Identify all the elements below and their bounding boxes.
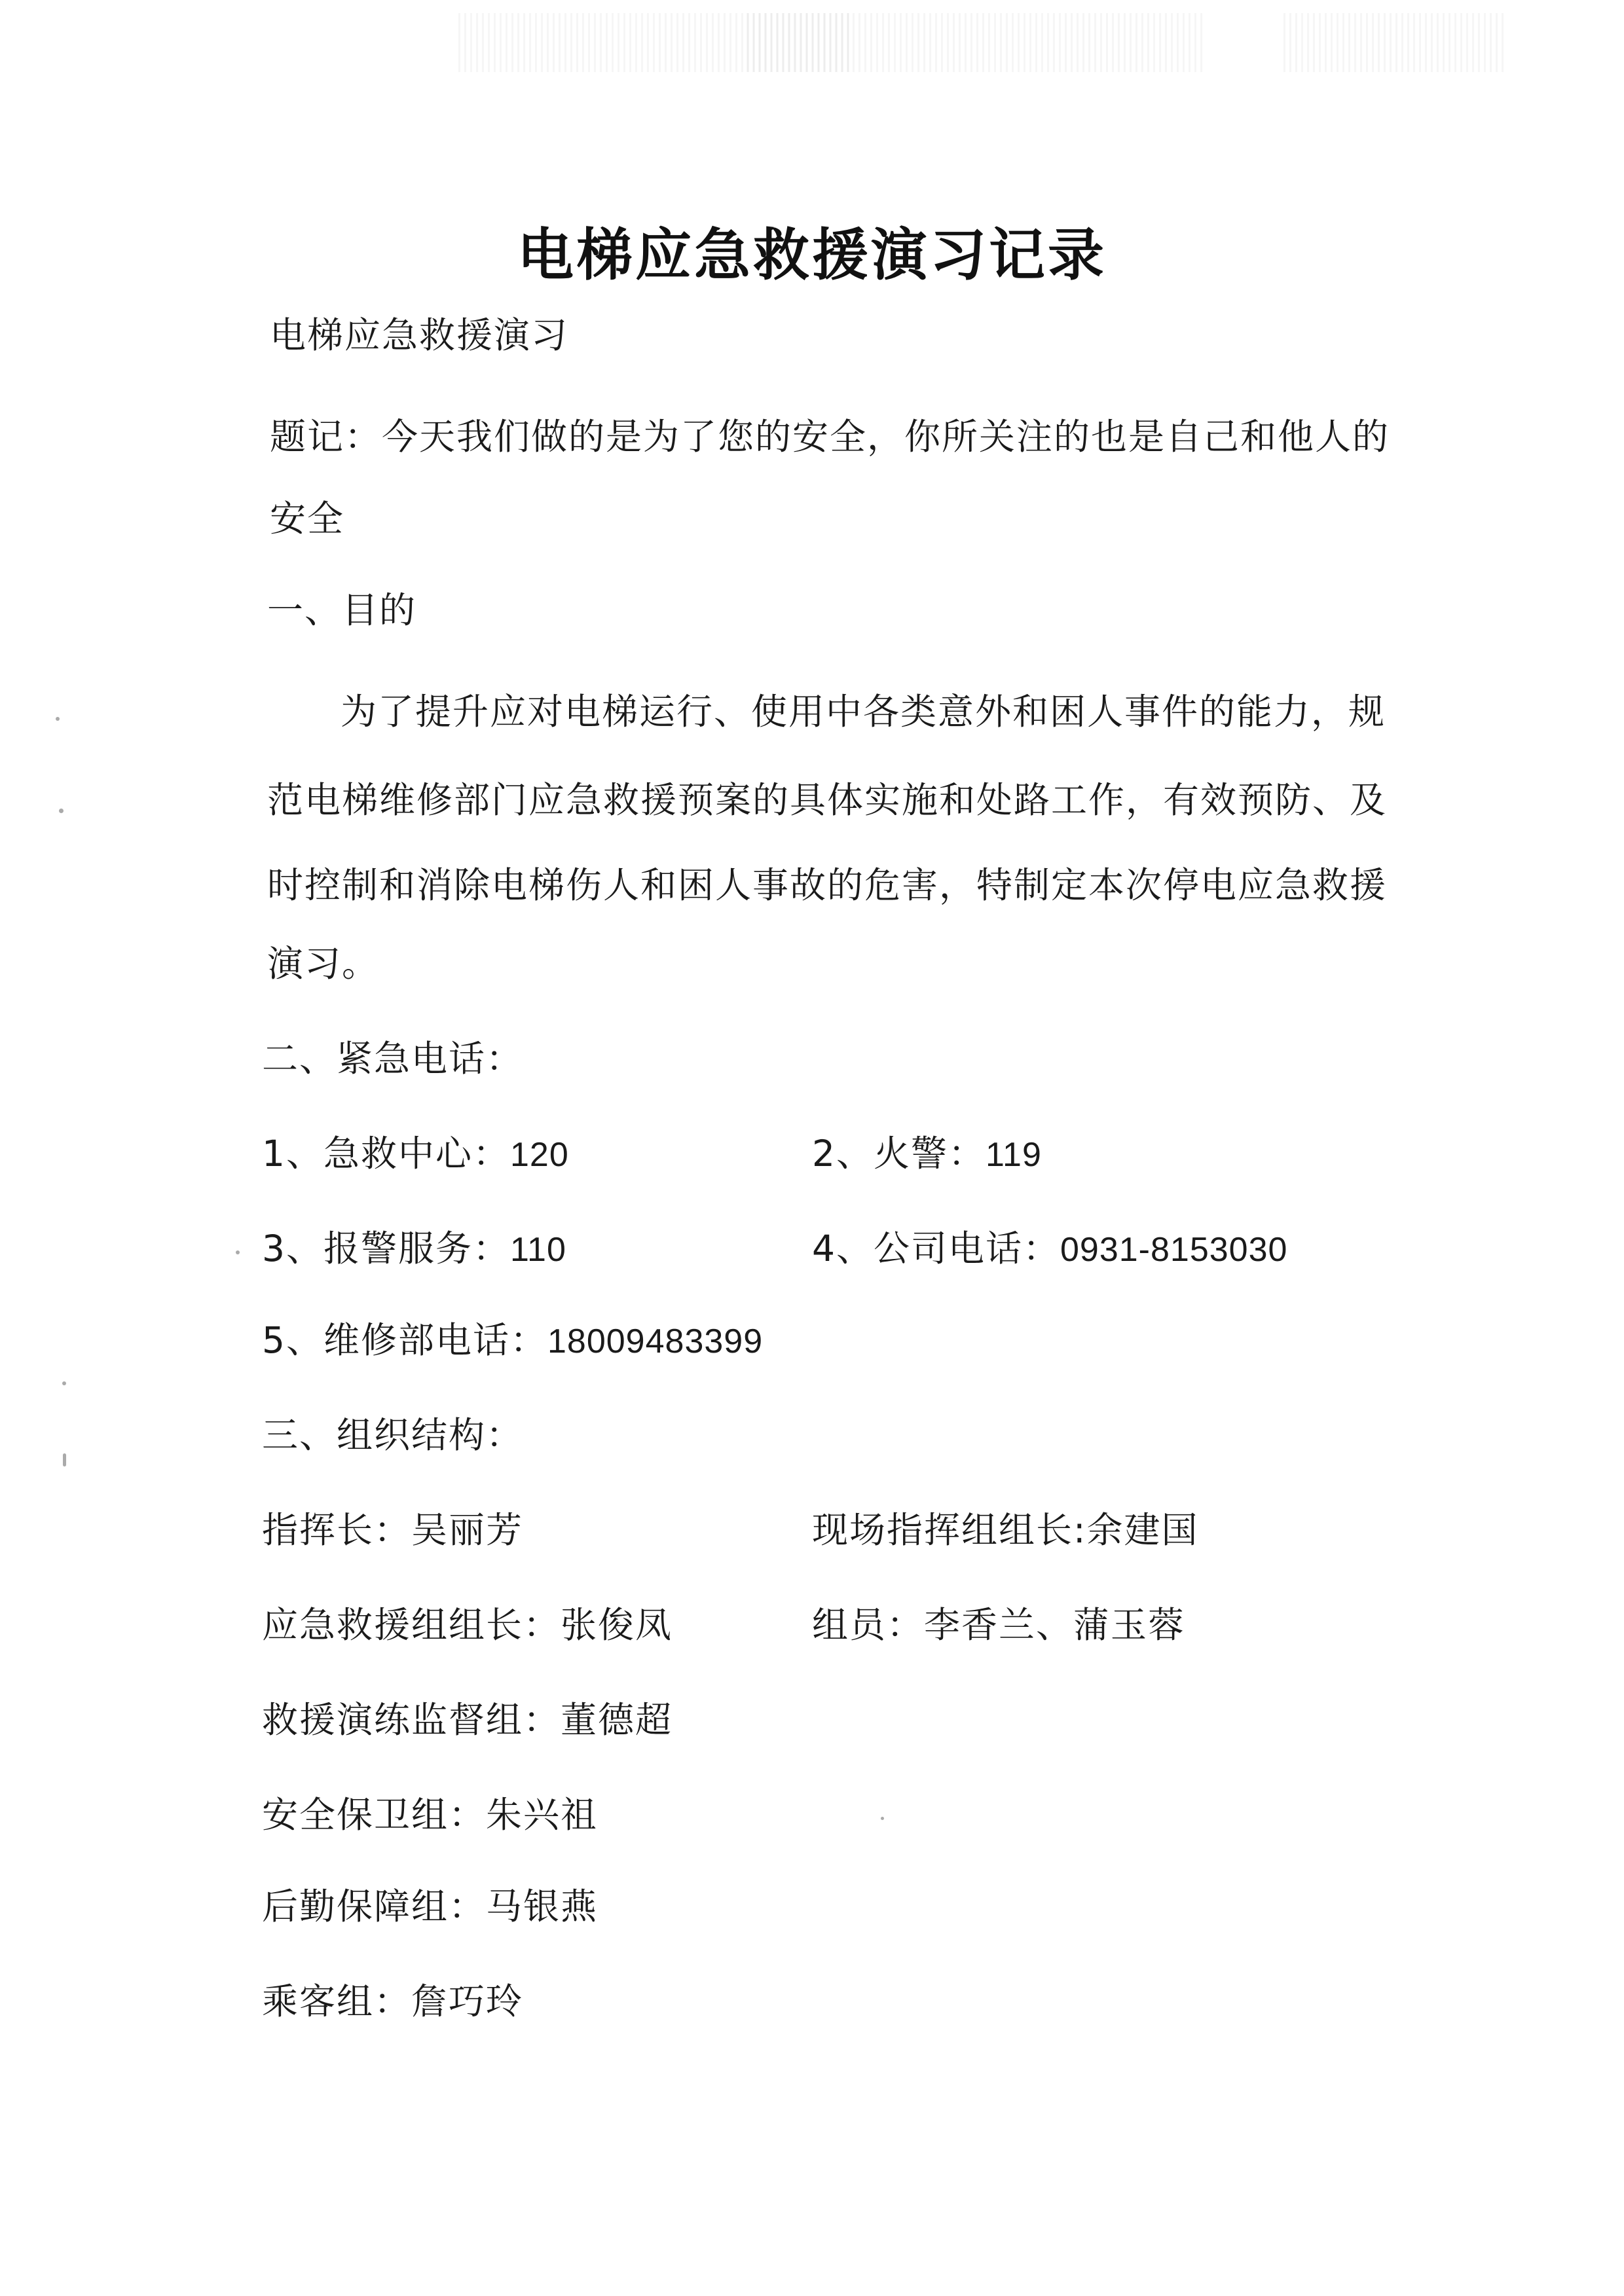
phone-item-police — [262, 1228, 566, 1269]
org-label: 后勤保障组： — [262, 1886, 487, 1927]
org-logistics — [262, 1886, 599, 1927]
org-label: 应急救援组组长： — [262, 1604, 561, 1646]
phone-number: 0931-8153030 — [1060, 1231, 1288, 1269]
phone-item-emergency — [262, 1133, 569, 1175]
section-heading-purpose: 一、目的 — [267, 589, 417, 631]
phone-label: 5、维修部电话： — [262, 1319, 547, 1361]
phone-label: 1、急救中心： — [262, 1133, 510, 1175]
purpose-line-4: 演习。 — [267, 943, 380, 985]
org-label: 救援演练监督组： — [262, 1699, 561, 1741]
scan-noise-top-2 — [747, 13, 1205, 72]
page-title: 电梯应急救援演习记录 — [517, 222, 1107, 288]
section-heading-organization: 三、组织结构： — [262, 1414, 524, 1456]
scan-noise-top-3 — [1283, 13, 1506, 72]
purpose-line-3: 时控制和消除电梯伤人和困人事故的危害，特制定本次停电应急救援 — [267, 864, 1388, 906]
org-label: 组员： — [812, 1604, 925, 1646]
org-name: 朱兴祖 — [486, 1794, 599, 1836]
phone-number: 120 — [510, 1136, 569, 1174]
org-rescue-leader — [262, 1604, 673, 1646]
org-name: 詹巧玲 — [411, 1980, 524, 2022]
org-passenger — [262, 1980, 524, 2022]
scan-speck — [62, 1381, 66, 1385]
org-label: 安全保卫组： — [262, 1794, 487, 1836]
phone-item-company — [812, 1228, 1288, 1269]
org-name: 李香兰、蒲玉蓉 — [924, 1604, 1186, 1646]
purpose-line-2: 范电梯维修部门应急救援预案的具体实施和处路工作，有效预防、及 — [267, 779, 1388, 821]
purpose-line-1: 为了提升应对电梯运行、使用中各类意外和困人事件的能力，规 — [341, 691, 1386, 733]
org-name: 马银燕 — [486, 1886, 599, 1927]
org-label: 乘客组： — [262, 1980, 412, 2022]
section-heading-phones: 二、紧急电话： — [262, 1038, 524, 1080]
phone-label: 3、报警服务： — [262, 1228, 510, 1269]
org-name: 吴丽芳 — [411, 1509, 524, 1551]
phone-item-maintenance — [262, 1319, 764, 1361]
org-supervision — [262, 1699, 673, 1741]
org-site-leader — [812, 1509, 1199, 1551]
org-rescue-members — [812, 1604, 1186, 1646]
phone-label: 4、公司电话： — [812, 1228, 1060, 1269]
phone-number: 18009483399 — [547, 1322, 764, 1360]
phone-number: 110 — [510, 1231, 566, 1269]
phone-number: 119 — [986, 1136, 1042, 1174]
scan-speck — [63, 1453, 66, 1467]
epigraph-line-2: 安全 — [270, 498, 345, 539]
org-name: 张俊凤 — [561, 1604, 673, 1646]
org-commander — [262, 1509, 524, 1551]
phone-label: 2、火警： — [812, 1133, 986, 1175]
org-label: 现场指挥组组长: — [812, 1509, 1087, 1551]
org-name: 董德超 — [561, 1699, 673, 1741]
org-security — [262, 1794, 599, 1836]
epigraph-line-1: 题记：今天我们做的是为了您的安全，你所关注的也是自己和他人的 — [270, 416, 1390, 458]
scan-speck — [881, 1817, 884, 1820]
subtitle: 电梯应急救援演习 — [270, 314, 569, 356]
phone-item-fire — [812, 1133, 1042, 1175]
org-label: 指挥长： — [262, 1509, 412, 1551]
scan-speck — [236, 1250, 240, 1254]
scan-speck — [59, 809, 64, 813]
org-name: 余建国 — [1086, 1509, 1199, 1551]
scan-speck — [56, 717, 60, 721]
